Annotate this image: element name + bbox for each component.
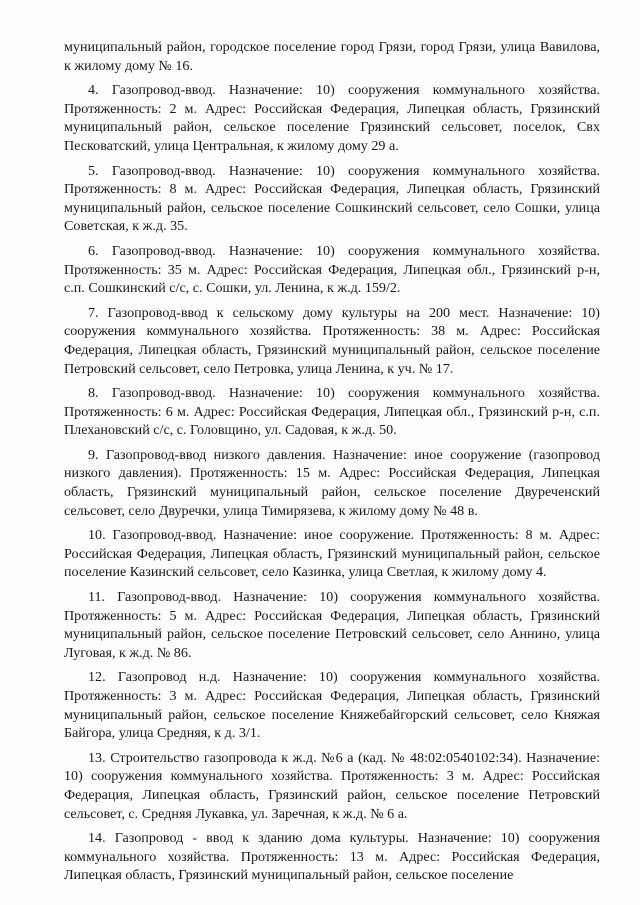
item-number: 6. (88, 242, 99, 259)
item-text: Газопровод н.д. Назначение: 10) сооружения коммунального хозяйства. Протяженность: 3 м. Адрес: Российская Федерация, Липецкая область, Грязинский муниципальный район, сельское поселение Княжебайгорский сельсовет, село Княжая Байгора, улица Средняя, к д. 3/1. (64, 669, 600, 742)
list-item (64, 668, 600, 742)
item-text: Газопровод-ввод. Назначение: 10) сооружения коммунального хозяйства. Протяженность: 8 м. Адрес: Российская Федерация, Липецкая область, Грязинский муниципальный район, сельское поселение Сошкинский сельсовет, село Сошки, улица Советская, к ж.д. 35. (64, 162, 600, 235)
list-item (64, 81, 600, 155)
item-number: 5. (88, 162, 99, 179)
item-text: Газопровод-ввод низкого давления. Назначение: иное сооружение (газопровод низкого давления). Протяженность: 15 м. Адрес: Российская Федерация, Липецкая область, Грязинский муниципальный район, сельское поселение Двуреченский сельсовет, село Двуречки, улица Тимирязева, к жилому дому № 48 в. (64, 446, 600, 519)
list-item (64, 829, 600, 885)
item-number: 8. (88, 385, 99, 402)
document-body (64, 38, 600, 885)
list-item (64, 446, 600, 520)
item-text: Газопровод-ввод к сельскому дому культуры на 200 мест. Назначение: 10) сооружения коммунального хозяйства. Протяженность: 38 м. Адрес: Российская Федерация, Липецкая область, Грязинский муниципальный район, сельское поселение Петровский сельсовет, село Петровка, улица Ленина, к уч. № 17. (64, 304, 600, 377)
item-text: Газопровод-ввод. Назначение: 10) сооружения коммунального хозяйства. Протяженность: 6 м. Адрес: Российская Федерация, Липецкая обл., Грязинский р-н, с.п. Плехановский с/с, с. Головщино, ул. Садовая, к ж.д. 50. (64, 385, 600, 439)
list-item (64, 162, 600, 236)
item-number: 14. (88, 830, 106, 847)
list-item (64, 749, 600, 823)
list-item (64, 242, 600, 298)
item-number: 11. (88, 589, 106, 606)
item-text: Газопровод - ввод к зданию дома культуры. Назначение: 10) сооружения коммунального хозяйства. Протяженность: 13 м. Адрес: Российская Федерация, Липецкая область, Грязинский муниципальный район, сельское поселение (64, 830, 600, 884)
item-text: Газопровод-ввод. Назначение: 10) сооружения коммунального хозяйства. Протяженность: 2 м. Адрес: Российская Федерация, Липецкая область, Грязинский муниципальный район, сельское поселение Грязинский сельсовет, поселок, Свх Песковатский, улица Центральная, к жилому дому 29 а. (64, 82, 600, 154)
list-item (64, 304, 600, 378)
list-item (64, 588, 600, 662)
item-number: 4. (88, 82, 99, 99)
item-text: Газопровод-ввод. Назначение: иное сооружение. Протяженность: 8 м. Адрес: Российская Федерация, Липецкая область, Грязинский муниципальный район, сельское поселение Казинский сельсовет, село Казинка, улица Светлая, к жилому дому 4. (64, 527, 600, 581)
list-item (64, 526, 600, 582)
item-number: 7. (88, 304, 99, 321)
item-text: Газопровод-ввод. Назначение: 10) сооружения коммунального хозяйства. Протяженность: 5 м. Адрес: Российская Федерация, Липецкая область, Грязинский муниципальный район, сельское поселение Петровский сельсовет, село Аннино, улица Луговая, к ж.д. № 86. (64, 589, 600, 661)
list-item (64, 384, 600, 440)
item-text: Строительство газопровода к ж.д. №6 а (кад. № 48:02:0540102:34). Назначение: 10) сооружения коммунального хозяйства. Протяженность: 3 м. Адрес: Российская Федерация, Липецкая область, Грязинский район, сельское поселение Петровский сельсовет, с. Средняя Лукавка, ул. Заречная, к ж.д. № 6 а. (64, 749, 600, 822)
item-number: 10. (88, 527, 106, 544)
item-number: 9. (88, 446, 99, 463)
item-text: Газопровод-ввод. Назначение: 10) сооружения коммунального хозяйства. Протяженность: 35 м. Адрес: Российская Федерация, Липецкая обл., Грязинский р-н, с.п. Сошкинский с/с, с. Сошки, ул. Ленина, к ж.д. 159/2. (64, 242, 600, 297)
item-number: 12. (88, 669, 106, 686)
continuation-paragraph: муниципальный район, городское поселение город Грязи, город Грязи, улица Вавилова, к жилому дому № 16. (64, 39, 600, 74)
item-number: 13. (88, 749, 106, 766)
